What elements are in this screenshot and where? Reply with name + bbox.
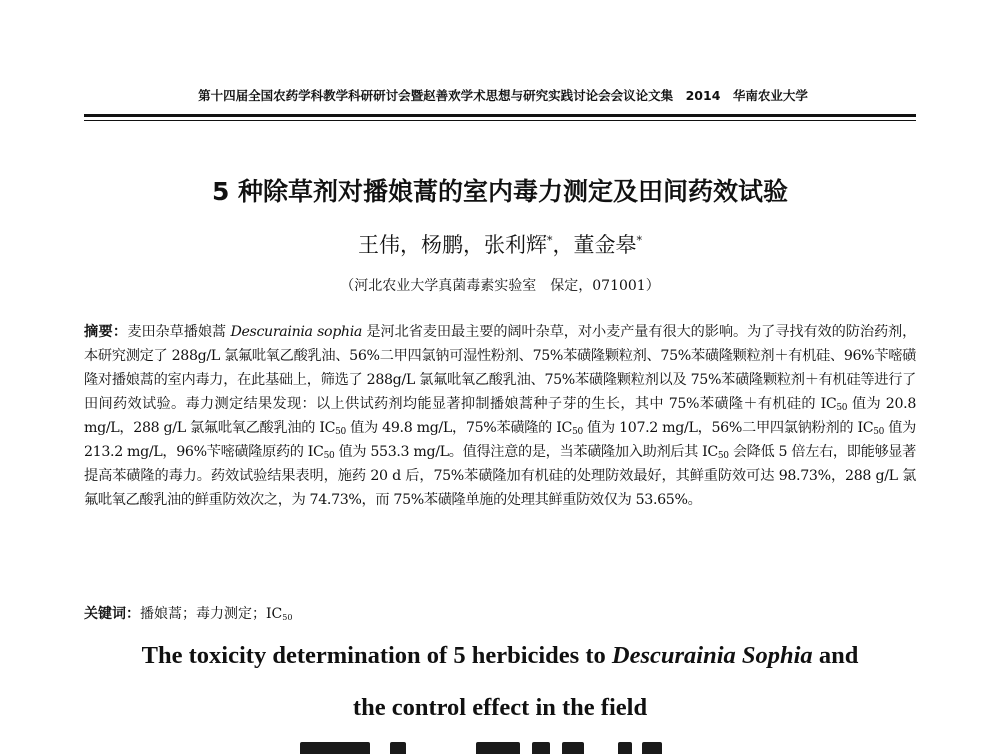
cropped-glyph <box>618 742 632 754</box>
author-name: 王伟 <box>358 233 400 257</box>
abstract-text: 麦田杂草播娘蒿 <box>127 324 231 340</box>
corresponding-mark: * <box>547 234 553 247</box>
paper-title-en-line2: the control effect in the field <box>352 694 648 721</box>
abstract-text: 值为 213.2 mg/L，96%苄嘧磺隆原药的 IC <box>84 420 916 460</box>
keyword-base: IC <box>266 606 283 622</box>
cropped-glyph <box>300 742 370 754</box>
cropped-glyph <box>562 742 584 754</box>
abstract <box>84 320 916 512</box>
paper-title-en-line1 <box>84 642 916 670</box>
header-rule-thick <box>84 114 916 117</box>
header-rule-thin <box>84 120 916 121</box>
abstract-text: 是河北省麦田最主要的阔叶杂草，对小麦产量有很大的影响。为了寻找有效的防治药剂，本研究测定了 288g/L 氯氟吡氧乙酸乳油、56%二甲四氯钠可湿性粉剂、75%苯磺隆颗粒剂、75%苯磺隆颗粒剂＋有机硅、96%苄嘧磺隆对播娘蒿的室内毒力，在此基础上，筛选了 288g/L 氯氟吡氧乙酸乳油、75%苯磺隆颗粒剂以及 75%苯磺隆颗粒剂＋有机硅等进行了田间药效试验。毒力测定结果发现：以上供试药剂均能显著抑制播娘蒿种子芽的生长，其中 75%苯磺隆＋有机硅的 IC <box>84 324 916 412</box>
author-separator: ， <box>552 233 574 257</box>
ic50-subscript: 50 <box>335 427 346 437</box>
affiliation: （河北农业大学真菌毒素实验室 保定，071001） <box>340 278 660 294</box>
abstract-label: 摘要： <box>84 324 128 340</box>
cropped-glyph <box>642 742 662 754</box>
ic50-subscript: 50 <box>836 403 848 413</box>
abstract-text: 值为 20.8 mg/L，288 g/L 氯氟吡氧乙酸乳油的 IC <box>84 396 916 436</box>
author-name: 董金皋 <box>573 233 637 257</box>
abstract-text: 值为 107.2 mg/L，56%二甲四氯钠粉剂的 IC <box>582 420 874 436</box>
running-header: 第十四届全国农药学科教学科研研讨会暨赵善欢学术思想与研究实践讨论会会议论文集 2014 华南农业大学 <box>198 88 808 103</box>
corresponding-mark: * <box>636 234 642 247</box>
author-list <box>84 229 916 259</box>
keyword-subscript: 50 <box>282 613 293 622</box>
keyword: 播娘蒿； <box>140 606 196 622</box>
title-en-text: The toxicity determination of 5 herbicides to <box>141 642 612 669</box>
author-name: 张利辉 <box>484 233 547 257</box>
author-separator: ， <box>463 233 484 257</box>
abstract-text: 值为 553.3 mg/L。值得注意的是，当苯磺隆加入助剂后其 IC <box>334 444 718 460</box>
title-en-text: and <box>812 642 859 669</box>
abstract-text: 会降低 5 倍左右，即能够显著提高苯磺隆的毒力。药效试验结果表明，施药 20 d 后，75%苯磺隆加有机硅的处理防效最好，其鲜重防效可达 98.73%，288 g/L 氯氟吡氧乙酸乳油的鲜重防效次之，为 74.73%，而 75%苯磺隆单施的处理其鲜重防效仅为 53.65%。 <box>84 444 916 508</box>
title-en-species: Descurainia Sophia <box>611 642 813 669</box>
cropped-text-line <box>300 742 720 754</box>
keyword <box>266 606 292 622</box>
abstract-text: 值为 49.8 mg/L，75%苯磺隆的 IC <box>345 420 573 436</box>
ic50-subscript: 50 <box>873 427 885 437</box>
keyword: 毒力测定； <box>196 606 266 622</box>
author-separator: ， <box>400 233 421 257</box>
author-name: 杨鹏 <box>421 233 463 257</box>
ic50-subscript: 50 <box>717 451 729 461</box>
keywords-label: 关键词： <box>84 606 140 622</box>
ic50-subscript: 50 <box>323 451 335 461</box>
cropped-glyph <box>532 742 550 754</box>
cropped-glyph <box>476 742 520 754</box>
paper-title-zh: 5 种除草剂对播娘蒿的室内毒力测定及田间药效试验 <box>211 177 789 206</box>
cropped-glyph <box>390 742 406 754</box>
keywords <box>84 603 916 623</box>
species-name: Descurainia sophia <box>230 324 363 340</box>
ic50-subscript: 50 <box>572 427 583 437</box>
